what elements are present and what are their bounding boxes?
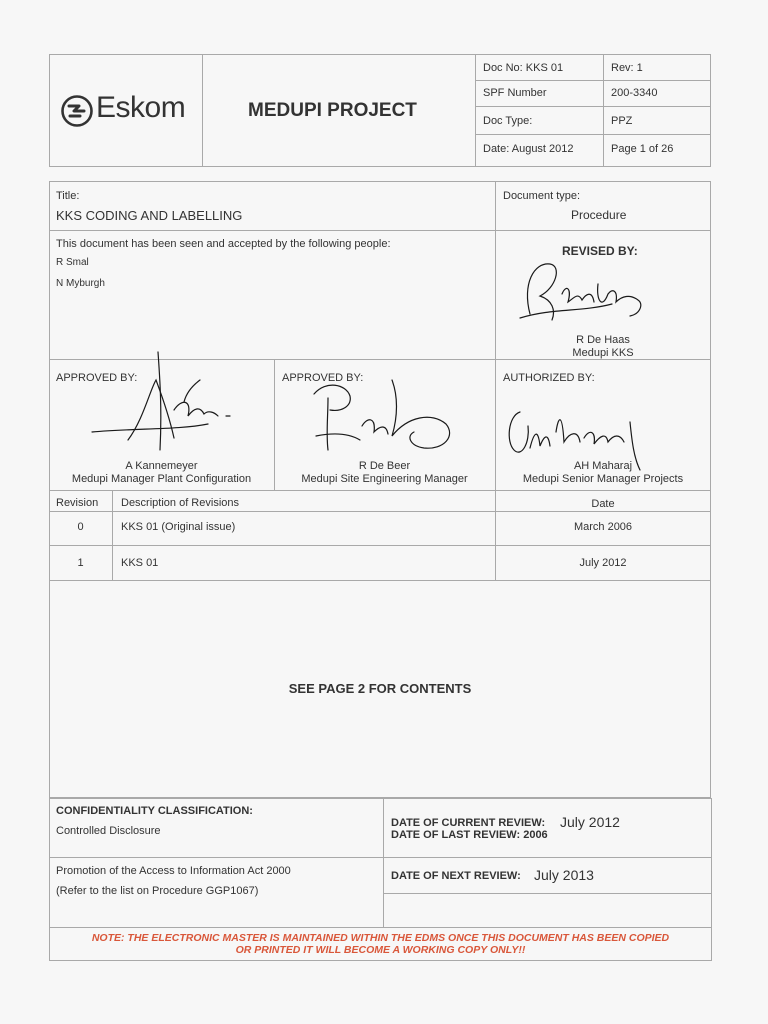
revision-header: Revision bbox=[56, 497, 99, 509]
row-line bbox=[49, 927, 712, 928]
accepted-person: N Myburgh bbox=[56, 278, 105, 289]
table-row-date: July 2012 bbox=[579, 557, 627, 569]
de-beer-signature bbox=[306, 376, 476, 456]
header-row-line bbox=[475, 134, 711, 135]
document-type-value: Procedure bbox=[571, 208, 627, 222]
paia-line-1: Promotion of the Access to Information Act 2000 bbox=[56, 865, 291, 877]
accepted-person: R Smal bbox=[56, 257, 89, 268]
document-title: KKS CODING AND LABELLING bbox=[56, 208, 243, 223]
header-row-line bbox=[475, 80, 711, 81]
date-header: Date bbox=[591, 498, 615, 510]
row-line bbox=[49, 230, 711, 231]
row-line bbox=[49, 490, 711, 491]
description-header: Description of Revisions bbox=[121, 497, 239, 509]
row-line bbox=[49, 580, 711, 581]
approver-name: R De Beer bbox=[358, 460, 411, 472]
col-line bbox=[112, 490, 113, 580]
project-title: MEDUPI PROJECT bbox=[248, 100, 417, 121]
table-row-date: March 2006 bbox=[573, 521, 633, 533]
confidentiality-value: Controlled Disclosure bbox=[56, 825, 161, 837]
authorized-by-label: AUTHORIZED BY: bbox=[503, 372, 595, 384]
row-line bbox=[49, 857, 712, 858]
eskom-logo-icon bbox=[60, 94, 94, 128]
doc-type-value: PPZ bbox=[611, 115, 633, 127]
spf-label: SPF Number bbox=[483, 87, 547, 99]
authorizer-name: AH Maharaj bbox=[573, 460, 633, 472]
current-review-label: DATE OF CURRENT REVIEW: bbox=[391, 817, 546, 829]
row-line bbox=[383, 893, 712, 894]
approved-by-label: APPROVED BY: bbox=[56, 372, 138, 384]
contents-note: SEE PAGE 2 FOR CONTENTS bbox=[288, 681, 472, 696]
current-review-value: July 2012 bbox=[560, 814, 620, 830]
table-row-rev: 1 bbox=[77, 557, 84, 569]
revised-name: R De Haas bbox=[576, 334, 630, 346]
approver-name: A Kannemeyer bbox=[125, 460, 198, 472]
approver-role: Medupi Manager Plant Configuration bbox=[71, 473, 252, 485]
authorizer-role: Medupi Senior Manager Projects bbox=[522, 473, 684, 485]
edms-note-line-2: OR PRINTED IT WILL BECOME A WORKING COPY ONLY!! bbox=[235, 944, 526, 956]
next-review-value: July 2013 bbox=[534, 867, 594, 883]
table-row-desc: KKS 01 bbox=[121, 557, 159, 569]
row-line bbox=[49, 511, 711, 512]
approver-role: Medupi Site Engineering Manager bbox=[301, 473, 468, 485]
header-row-line bbox=[475, 106, 711, 107]
col-line bbox=[383, 798, 384, 927]
document-type-label: Document type: bbox=[503, 190, 581, 202]
revised-signature bbox=[512, 254, 662, 334]
title-label: Title: bbox=[56, 190, 80, 202]
eskom-logo-text: Eskom bbox=[96, 91, 186, 124]
col-line bbox=[495, 181, 496, 359]
page-number: Page 1 of 26 bbox=[611, 143, 674, 155]
revision-number: Rev: 1 bbox=[611, 62, 643, 74]
doc-number: Doc No: KKS 01 bbox=[483, 62, 564, 74]
kannemeyer-signature bbox=[88, 350, 248, 460]
edms-note-line-1: NOTE: THE ELECTRONIC MASTER IS MAINTAINED WITHIN THE EDMS ONCE THIS DOCUMENT HAS BEEN COPIED bbox=[91, 932, 670, 944]
doc-date: Date: August 2012 bbox=[483, 143, 574, 155]
header-divider bbox=[202, 54, 203, 167]
next-review-label: DATE OF NEXT REVIEW: bbox=[391, 870, 521, 882]
acceptance-statement: This document has been seen and accepted by the following people: bbox=[56, 238, 391, 250]
row-line bbox=[49, 545, 711, 546]
doc-type-label: Doc Type: bbox=[483, 115, 533, 127]
confidentiality-label: CONFIDENTIALITY CLASSIFICATION: bbox=[56, 805, 253, 817]
last-review: DATE OF LAST REVIEW: 2006 bbox=[391, 829, 548, 841]
spf-value: 200-3340 bbox=[611, 87, 658, 99]
approved-by-label: APPROVED BY: bbox=[282, 372, 364, 384]
revised-by-label: REVISED BY: bbox=[562, 244, 638, 258]
revised-role: Medupi KKS bbox=[572, 347, 634, 359]
header-divider bbox=[603, 54, 604, 167]
table-row-rev: 0 bbox=[77, 521, 84, 533]
table-row-desc: KKS 01 (Original issue) bbox=[121, 521, 236, 533]
header-divider bbox=[475, 54, 476, 167]
paia-line-2: (Refer to the list on Procedure GGP1067) bbox=[56, 885, 259, 897]
